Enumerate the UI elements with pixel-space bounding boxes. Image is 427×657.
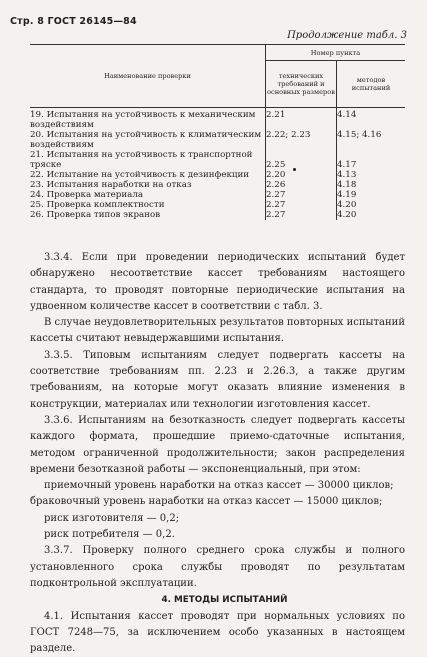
test-method-ref: 4.14: [337, 110, 357, 120]
paragraph-3-3-4: 3.3.4. Если при проведении периодических испытаний будет обнаружено несоответствие кассет требованиям настоящего стандарта, то проводят повторные периодические испытания на удвоенном количестве кассет в соответствии с табл. 3.: [30, 252, 405, 312]
tech-requirement-ref: 2.27: [266, 190, 337, 200]
test-method-ref: 4.13: [337, 170, 357, 180]
test-method-ref: 4.18: [337, 180, 357, 190]
check-name: 23. Испытания наработки на отказ: [30, 180, 266, 190]
test-method-ref: 4.17: [337, 160, 357, 170]
table-row: [30, 108, 405, 131]
table-row: [30, 150, 405, 170]
test-method-ref: 4.20: [337, 200, 357, 210]
table-row: [30, 190, 405, 200]
producer-risk: риск изготовителя — 0,2;: [44, 512, 180, 524]
tech-requirement-ref: 2.27: [266, 210, 337, 220]
check-name: 26. Проверка типов экранов: [30, 210, 266, 220]
column-header-check-name: Наименование проверки: [30, 45, 266, 108]
check-name: 19. Испытания на устойчивость к механическим воздействиям: [30, 108, 266, 131]
document-body: [30, 250, 405, 657]
tech-requirement-ref: 2.22; 2.23: [266, 130, 337, 150]
check-name: 22. Испытание на устойчивость к дезинфекции: [30, 170, 266, 180]
section-title: 4. МЕТОДЫ ИСПЫТАНИЙ: [161, 595, 288, 606]
paragraph-4-1: 4.1. Испытания кассет проводят при нормальных условиях по ГОСТ 7248—75, за исключением особо указанных в настоящем разделе.: [30, 610, 405, 655]
test-method-ref: 4.15; 4.16: [337, 130, 382, 140]
tech-requirement-ref: 2.20: [266, 170, 337, 180]
paragraph-3-3-4-repeat: В случае неудовлетворительных результатов повторных испытаний кассеты считают невыдержавшими испытания.: [30, 317, 405, 345]
print-speck: [293, 168, 296, 171]
table-row: [30, 180, 405, 190]
table-continuation-note: Продолжение табл. 3: [287, 30, 407, 41]
rejection-level: браковочный уровень наработки на отказ кассет — 15000 циклов;: [30, 496, 383, 508]
tech-requirement-ref: 2.21: [266, 108, 337, 131]
tech-requirement-ref: 2.25: [266, 150, 337, 170]
page-number-and-standard: Стр. 8 ГОСТ 26145—84: [10, 16, 137, 27]
check-name: 20. Испытания на устойчивость к климатическим воздействиям: [30, 130, 266, 150]
check-name: 24. Проверка материала: [30, 190, 266, 200]
table-row: [30, 170, 405, 180]
table-row: [30, 200, 405, 210]
test-method-ref: 4.20: [337, 210, 357, 220]
paragraph-3-3-5: 3.3.5. Типовым испытаниям следует подвергать кассеты на соответствие требованиям пп. 2.23 и 2.26.3, а также другим требованиям, на которые могут оказать влияние изменения в конструкции, материалах или технологии изготовления кассет.: [30, 349, 405, 410]
test-method-ref: 4.19: [337, 190, 357, 200]
paragraph-3-3-6: 3.3.6. Испытаниям на безотказность следует подвергать кассеты каждого формата, прошедшие приемо-сдаточные испытания, методом ограниченной продолжительности; закон распределения времени безотказной работы — экспоненциальный, при этом:: [30, 414, 405, 475]
check-name: 21. Испытания на устойчивость к транспортной тряске: [30, 150, 266, 170]
paragraph-3-3-7: 3.3.7. Проверку полного среднего срока службы и полного установленного срока службы проводят по результатам подконтрольной эксплуатации.: [30, 545, 405, 589]
check-name: 25. Проверка комплектности: [30, 200, 266, 210]
tech-requirement-ref: 2.26: [266, 180, 337, 190]
tech-requirement-ref: 2.27: [266, 200, 337, 210]
column-header-technical-requirements: технических требований и основных размеров: [266, 61, 337, 108]
table-row: [30, 210, 405, 220]
acceptance-level: приемочный уровень наработки на отказ кассет — 30000 циклов;: [44, 480, 394, 492]
table-row: [30, 130, 405, 150]
checks-table: [30, 44, 405, 220]
column-header-test-methods: методов испытаний: [337, 61, 406, 108]
column-header-item-number: Номер пункта: [266, 45, 406, 61]
consumer-risk: риск потребителя — 0,2.: [44, 529, 175, 541]
